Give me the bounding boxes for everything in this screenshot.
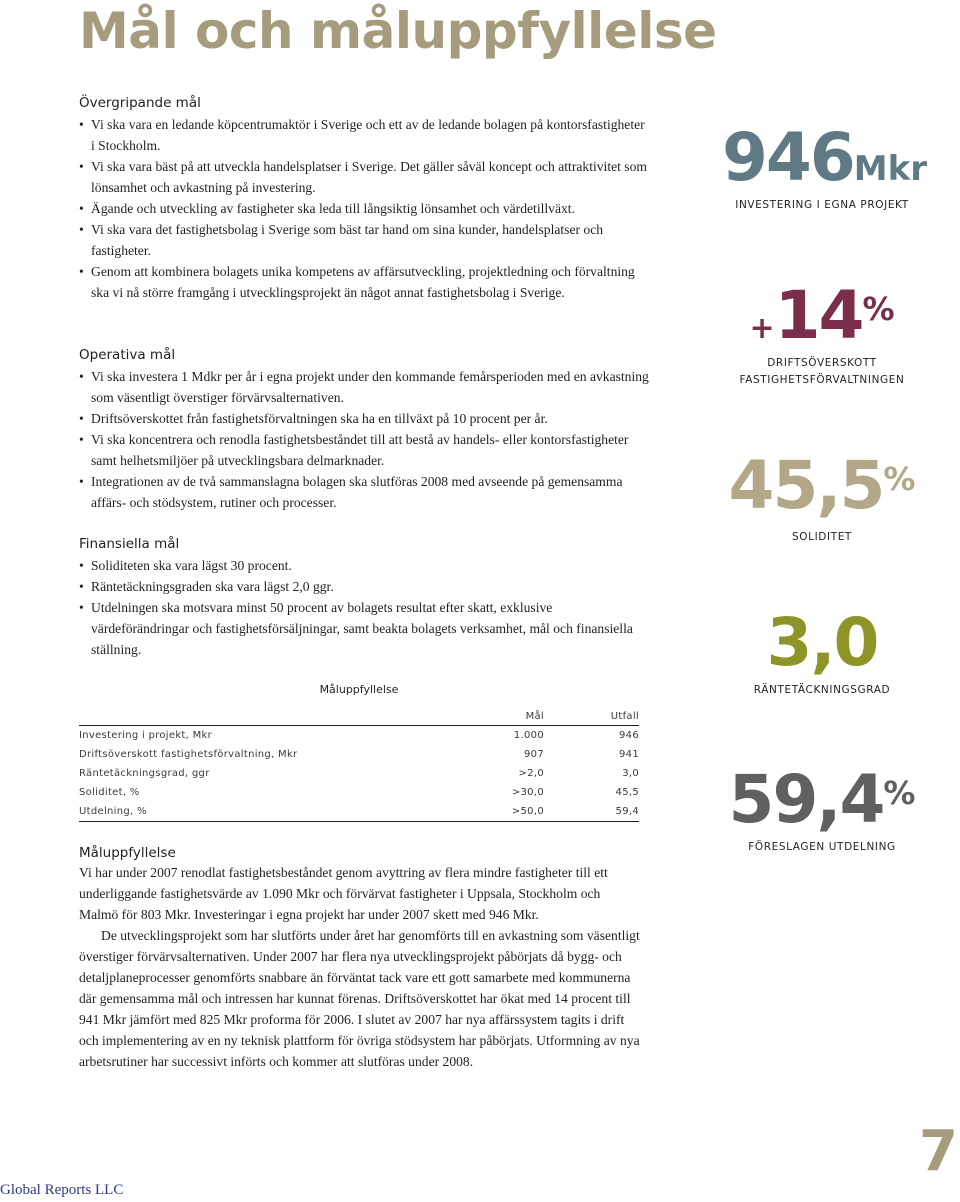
stat-label: FÖRESLAGEN UTDELNING [748, 841, 896, 853]
row-label: Investering i projekt, Mkr [79, 730, 213, 741]
list-item: • Integrationen av de två sammanslagna bolagen ska slutföras 2008 med avseende på gemensamma affärs- och stödsystem, rutiner och processer. [79, 471, 649, 513]
section-heading: Finansiella mål [79, 536, 180, 552]
stat-operating-surplus [722, 277, 922, 389]
goal-list [79, 366, 649, 513]
row-utfall: 59,4 [615, 806, 639, 817]
table-row [79, 802, 639, 822]
row-label: Soliditet, % [79, 787, 140, 798]
list-item: • Vi ska vara en ledande köpcentrumaktör i Sverige och ett av de ledande bolagen på kontorsfastigheter i Stockholm. [79, 114, 649, 156]
row-mal: 1.000 [513, 730, 544, 741]
stat-interest-coverage [722, 604, 922, 699]
list-item: • Räntetäckningsgraden ska vara lägst 2,0 ggr. [79, 576, 649, 597]
section-heading: Operativa mål [79, 347, 176, 363]
table-row [79, 783, 639, 802]
paragraph: De utvecklingsprojekt som har slutförts under året har genomförts till en avkastning som väsentligt överstiger förvärvsalternativen. Under 2007 har flera nya utvecklingsprojekt påbörjats då bygg- och detaljplaneprocesser genomförts snabbare än förväntat tack vare ett gott samarbete med kommunerna där gemensamma mål och intressen har kunnat förenas. Driftsöverskottet har ökat med 14 procent till 941 Mkr jämfört med 825 Mkr proforma för 2006. I slutet av 2007 har nya affärssystem tagits i drift och implementering av en ny teknisk plattform för övriga stödsystem har påbörjats. Utformning av nya arbetsrutiner har successivt införts och kommer att slutföras under 2008. [79, 928, 640, 1069]
header-utfall: Utfall [610, 711, 639, 722]
row-mal: 907 [524, 749, 544, 760]
page-title: Mål och måluppfyllelse [79, 2, 717, 60]
stat-number: 946 [722, 119, 854, 196]
stat-value [722, 447, 922, 524]
row-mal: >30,0 [511, 787, 544, 798]
section-heading: Övergripande mål [79, 95, 201, 111]
section-operational-goals [79, 347, 649, 513]
page-number: 7 [919, 1119, 958, 1184]
stat-solidity [722, 447, 922, 546]
section-financial-goals [79, 536, 649, 660]
stat-number: 45,5 [728, 447, 884, 524]
section-overall-goals [79, 95, 649, 303]
stat-proposed-dividend [722, 761, 922, 856]
row-utfall: 3,0 [622, 768, 639, 779]
row-mal: >2,0 [518, 768, 544, 779]
header-mal: Mål [525, 711, 544, 722]
stat-label: RÄNTETÄCKNINGSGRAD [753, 684, 891, 696]
stat-value [722, 119, 927, 196]
table-row [79, 745, 639, 764]
stat-value [722, 761, 922, 838]
goal-fulfilment-table [79, 704, 639, 822]
header-label-cell [79, 704, 449, 726]
stat-number: 59,4 [728, 761, 884, 838]
stat-value [722, 277, 922, 354]
list-item: • Soliditeten ska vara lägst 30 procent. [79, 555, 649, 576]
stat-label: DRIFTSÖVERSKOTT FASTIGHETSFÖRVALTNINGEN [739, 357, 905, 386]
row-label: Utdelning, % [79, 806, 147, 817]
stat-value [722, 604, 922, 681]
table-row [79, 764, 639, 783]
section-heading: Måluppfyllelse [79, 845, 176, 861]
stat-number: 14 [774, 277, 863, 354]
table-row [79, 726, 639, 746]
list-item: • Genom att kombinera bolagets unika kompetens av affärsutveckling, projektledning och förvaltning ska vi nå större framgång i utvecklingsprojekt än något annat fastighetsbolag i Sverige. [79, 261, 649, 303]
stat-label: SOLIDITET [792, 531, 852, 543]
list-item: • Ägande och utveckling av fastigheter ska leda till långsiktig lönsamhet och värdetillväxt. [79, 198, 649, 219]
list-item: • Vi ska investera 1 Mdkr per år i egna projekt under den kommande femårsperioden med en avkastning som väsentligt överstiger förvärvsalternativen. [79, 366, 649, 408]
paragraph: Vi har under 2007 renodlat fastighetsbeståndet genom avyttring av flera mindre fastigheter till ett underliggande fastighetsvärde av 1.090 Mkr och förvärvat fastigheter i Uppsala, Stockholm och Malmö för 803 Mkr. Investeringar i egna projekt har under 2007 skett med 946 Mkr. [79, 865, 608, 922]
stat-number: 3,0 [766, 604, 878, 681]
row-mal: >50,0 [511, 806, 544, 817]
list-item: • Driftsöverskottet från fastighetsförvaltningen ska ha en tillväxt på 10 procent per år. [79, 408, 649, 429]
stat-prefix: + [749, 311, 775, 346]
goal-list [79, 114, 649, 303]
list-item: • Vi ska vara bäst på att utveckla handelsplatser i Sverige. Det gäller såväl koncept och attraktivitet som lönsamhet och avkastning på investering. [79, 156, 649, 198]
stat-suffix: % [883, 774, 916, 812]
list-item: • Utdelningen ska motsvara minst 50 procent av bolagets resultat efter skatt, exklusive värdeförändringar och fastighetsförsäljningar, samt beakta bolagets verksamhet, mål och finansiella ställning. [79, 597, 649, 660]
stat-suffix: Mkr [853, 149, 927, 189]
table-header-row [79, 704, 639, 726]
row-label: Räntetäckningsgrad, ggr [79, 768, 210, 779]
list-item: • Vi ska koncentrera och renodla fastighetsbeståndet till att bestå av handels- eller kontorsfastigheter samt helhetsmiljöer på utvecklingsbara delmarknader. [79, 429, 649, 471]
watermark-text: Global Reports LLC [0, 1182, 124, 1198]
stat-investment [722, 119, 927, 214]
list-item: • Vi ska vara det fastighetsbolag i Sverige som bäst tar hand om sina kunder, handelsplatser och fastigheter. [79, 219, 649, 261]
table-title: Måluppfyllelse [319, 683, 399, 696]
stat-suffix: % [883, 460, 916, 498]
stat-suffix: % [862, 290, 895, 328]
row-utfall: 946 [619, 730, 639, 741]
goal-fulfilment-text [79, 845, 641, 1072]
goal-fulfilment-table-block [79, 683, 639, 822]
row-utfall: 941 [619, 749, 639, 760]
row-label: Driftsöverskott fastighetsförvaltning, Mkr [79, 749, 298, 760]
goal-list [79, 555, 649, 660]
row-utfall: 45,5 [615, 787, 639, 798]
stat-label: INVESTERING I EGNA PROJEKT [735, 199, 909, 211]
